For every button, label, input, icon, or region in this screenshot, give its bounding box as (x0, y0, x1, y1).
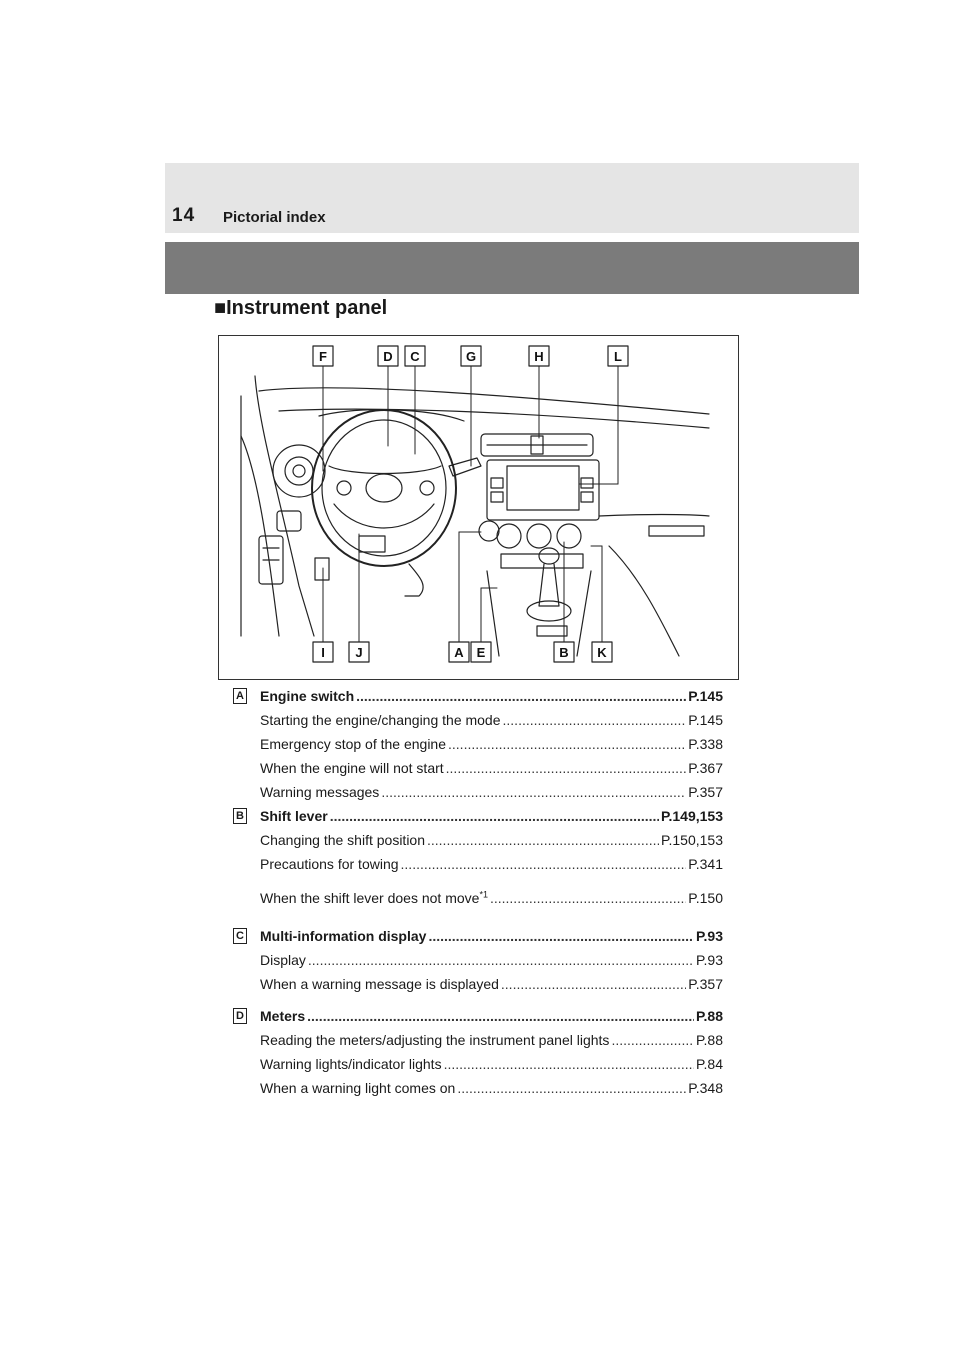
entry-sub (260, 712, 723, 736)
sub-title: Display (260, 952, 306, 968)
callout-k: K (597, 645, 607, 660)
callouts-top (313, 346, 628, 366)
sub-title: When a warning message is displayed (260, 976, 499, 992)
callout-a: A (454, 645, 464, 660)
entry-sub (260, 856, 723, 880)
callouts-bottom (313, 642, 612, 662)
entry-sub (260, 736, 723, 760)
index-entry-meters (233, 1008, 723, 1104)
entry-sub (260, 880, 723, 908)
page-ref: P.88 (696, 1008, 723, 1024)
page-ref: P.341 (688, 856, 723, 872)
entry-sub (260, 976, 723, 1000)
entry-badge: A (233, 688, 247, 704)
entry-sub (260, 760, 723, 784)
section-title: ■Instrument panel (214, 297, 388, 319)
index-entry-multi-information-display (233, 928, 723, 1000)
page-ref: P.93 (696, 928, 723, 944)
entry-title: Meters (260, 1008, 306, 1024)
entry-sub (260, 1032, 723, 1056)
index-entry-engine-switch (233, 688, 723, 808)
dashboard-drawing (219, 336, 738, 679)
entry-sub (260, 952, 723, 976)
page-number: 14 (172, 205, 196, 226)
page-ref: P.145 (688, 712, 723, 728)
page-ref: P.338 (688, 736, 723, 752)
page-ref: P.357 (688, 784, 723, 800)
callout-i: I (321, 645, 325, 660)
page-ref: P.149,153 (660, 808, 723, 824)
sub-title: Changing the shift position (260, 832, 425, 848)
sub-title: Warning lights/indicator lights (260, 1056, 442, 1072)
index-entry-shift-lever (233, 808, 723, 908)
callout-j: J (355, 645, 363, 660)
sub-title: Reading the meters/adjusting the instrument panel lights (260, 1032, 610, 1048)
callout-c: C (410, 349, 420, 364)
entry-sub (260, 1080, 723, 1104)
entry-title: Shift lever (260, 808, 328, 824)
sub-title: Precautions for towing (260, 856, 399, 872)
entry-badge: D (233, 1008, 247, 1024)
page-ref: P.88 (696, 1032, 723, 1048)
entry-sub (260, 1056, 723, 1080)
callout-e: E (476, 645, 486, 660)
sub-title (260, 890, 488, 906)
callout-f: F (319, 349, 327, 364)
callout-g: G (465, 349, 477, 364)
footnote-marker: *1 (479, 889, 488, 900)
callout-l: L (614, 349, 622, 364)
sub-title: Warning messages (260, 784, 380, 800)
page-ref: P.93 (696, 952, 723, 968)
entry-title: Multi-information display (260, 928, 427, 944)
page-ref: P.145 (688, 688, 723, 704)
entry-sub (260, 832, 723, 856)
entry-main (260, 928, 723, 952)
entry-main (260, 688, 723, 712)
instrument-panel-illustration (218, 335, 739, 680)
entry-main (260, 808, 723, 832)
entry-badge: B (233, 808, 247, 824)
sub-title-text: When the shift lever does not move (260, 890, 480, 906)
sub-title: When a warning light comes on (260, 1080, 456, 1096)
entry-title: Engine switch (260, 688, 355, 704)
section-band (165, 242, 859, 294)
entry-badge: C (233, 928, 247, 944)
page-ref: P.348 (688, 1080, 723, 1096)
callout-h: H (534, 349, 544, 364)
page-title: Pictorial index (223, 209, 326, 226)
sub-title: Emergency stop of the engine (260, 736, 447, 752)
page-ref: P.357 (688, 976, 723, 992)
page-ref: P.150,153 (660, 832, 723, 848)
entry-sub (260, 784, 723, 808)
entry-main (260, 1008, 723, 1032)
callout-d: D (383, 349, 393, 364)
page-ref: P.150 (688, 890, 723, 906)
page-ref: P.84 (696, 1056, 723, 1072)
callout-b: B (559, 645, 569, 660)
page-ref: P.367 (688, 760, 723, 776)
sub-title: When the engine will not start (260, 760, 444, 776)
sub-title: Starting the engine/changing the mode (260, 712, 501, 728)
